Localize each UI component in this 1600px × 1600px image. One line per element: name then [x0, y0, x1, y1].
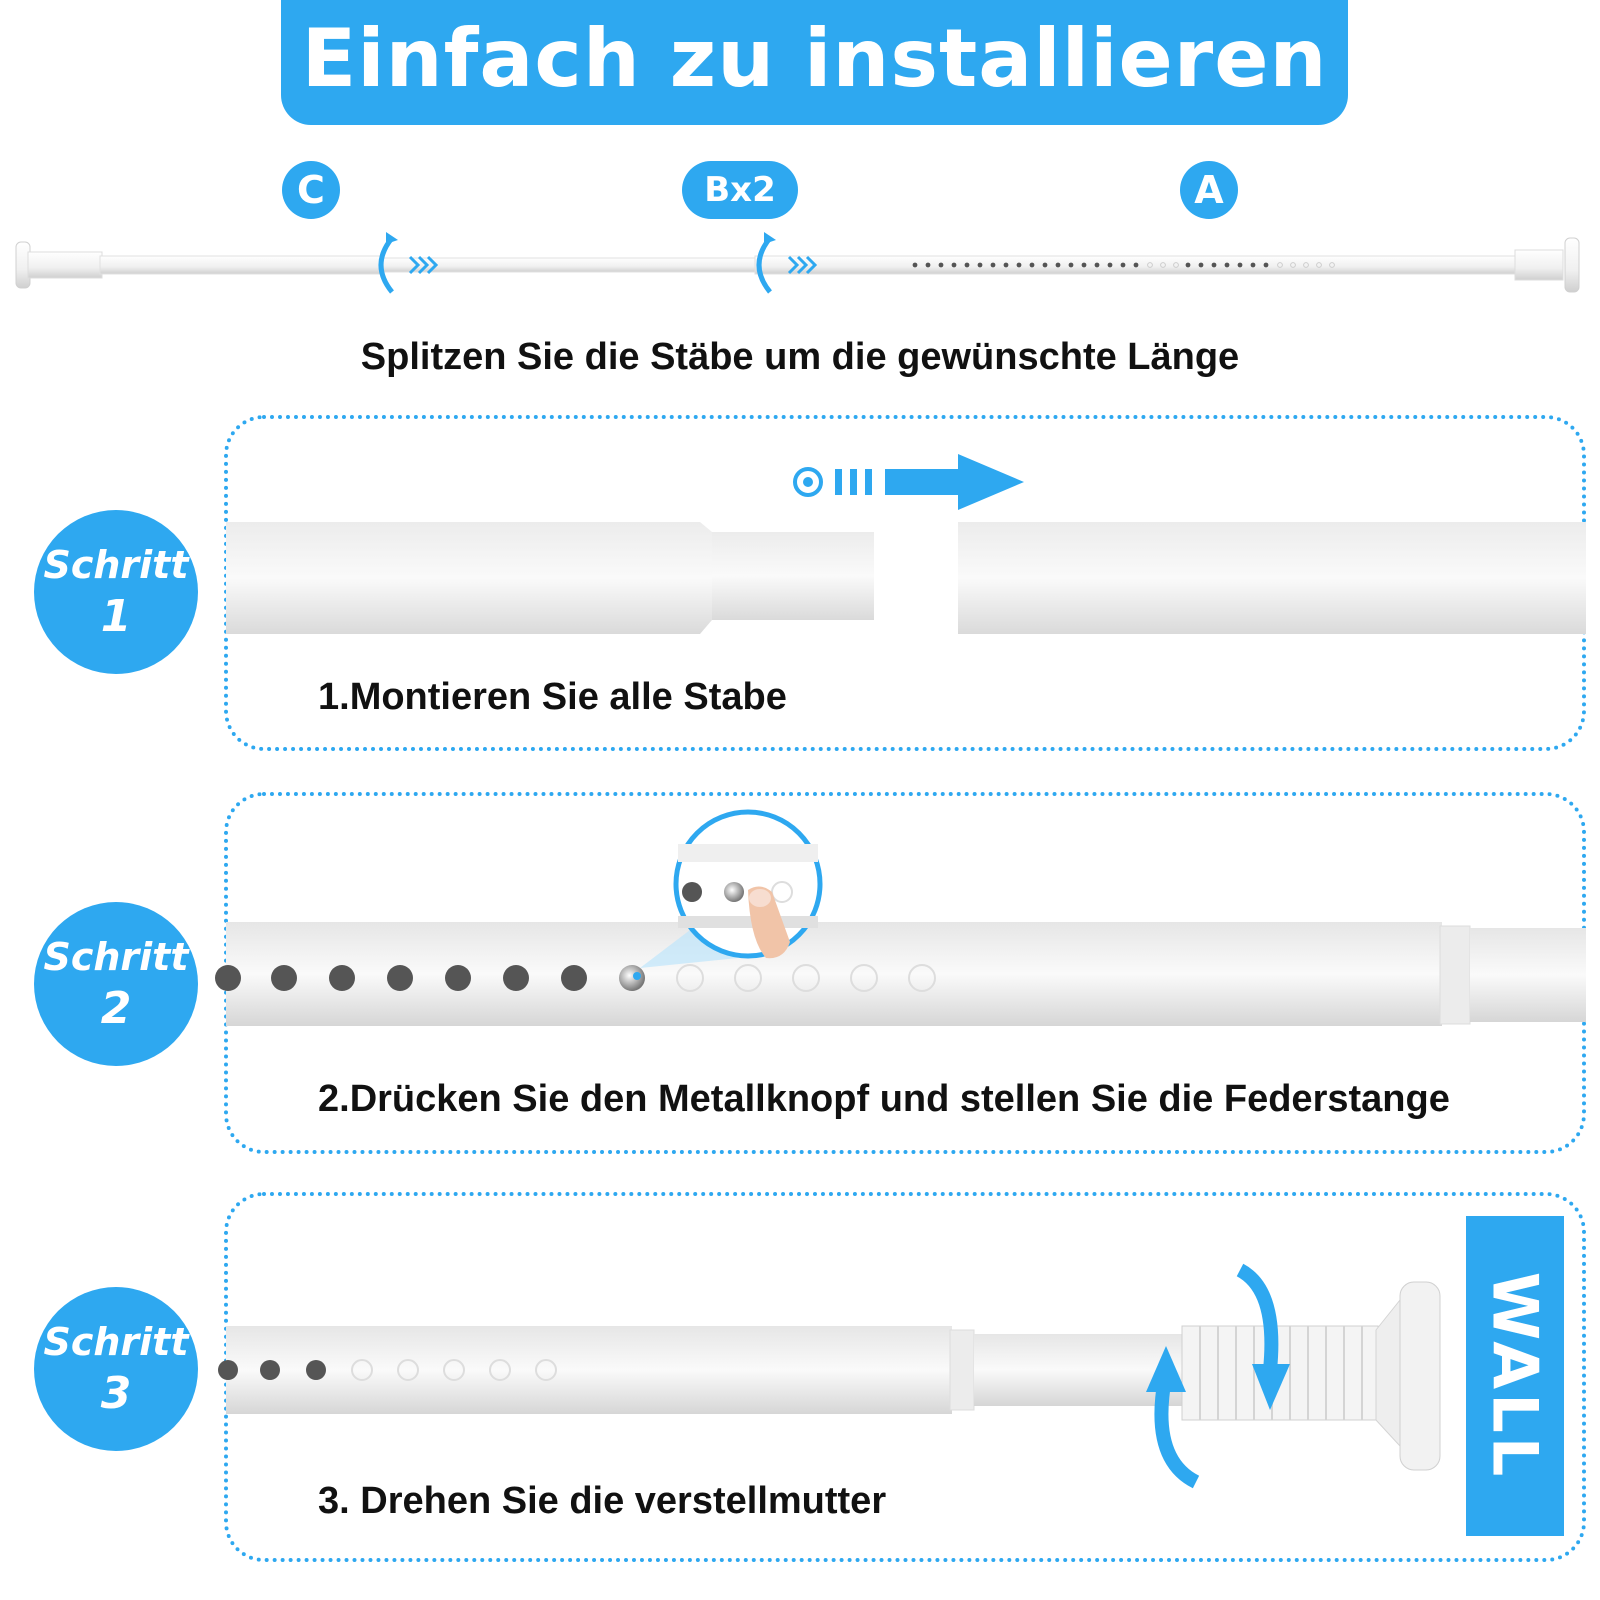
step-2-number: 2 — [100, 983, 132, 1034]
step-3-word: Schritt — [43, 1320, 189, 1364]
wall-panel — [1466, 1216, 1564, 1536]
part-a-badge: A — [1180, 161, 1238, 219]
rod-holes — [218, 1360, 326, 1380]
metal-button — [619, 965, 645, 991]
push-arrow-icon — [795, 454, 1024, 510]
zoom-callout — [676, 812, 820, 958]
rod-insert — [712, 532, 874, 620]
rod-end-cap-right — [1565, 238, 1579, 292]
step-2-illustration — [0, 810, 1600, 1040]
part-b-badge: Bx2 — [682, 161, 798, 219]
wall-label: WALL — [1478, 1271, 1552, 1481]
step-1-illustration — [0, 440, 1600, 660]
step-2-word: Schritt — [43, 935, 189, 979]
step-3-illustration — [0, 1260, 1470, 1500]
step-3-number: 3 — [100, 1368, 132, 1419]
rod-section-c — [100, 256, 380, 274]
step-1-number: 1 — [100, 591, 132, 642]
step-3-caption: 3. Drehen Sie die verstellmutter — [318, 1480, 887, 1522]
title-banner — [281, 0, 1348, 125]
subtitle: Splitzen Sie die Stäbe um die gewünschte Länge — [360, 336, 1240, 378]
wall-end-cap — [1400, 1282, 1440, 1470]
tension-rod-illustration — [0, 230, 1600, 300]
page-title: Einfach zu installieren — [301, 12, 1328, 105]
step-1-word: Schritt — [43, 543, 189, 587]
rod-tube-right — [958, 522, 1586, 634]
rod-tube — [226, 1326, 952, 1414]
part-c-badge: C — [282, 161, 340, 219]
step-2-caption: 2.Drücken Sie den Metallknopf und stellen Sie die Federstange — [318, 1078, 1450, 1120]
step-1-caption: 1.Montieren Sie alle Stabe — [318, 676, 787, 718]
